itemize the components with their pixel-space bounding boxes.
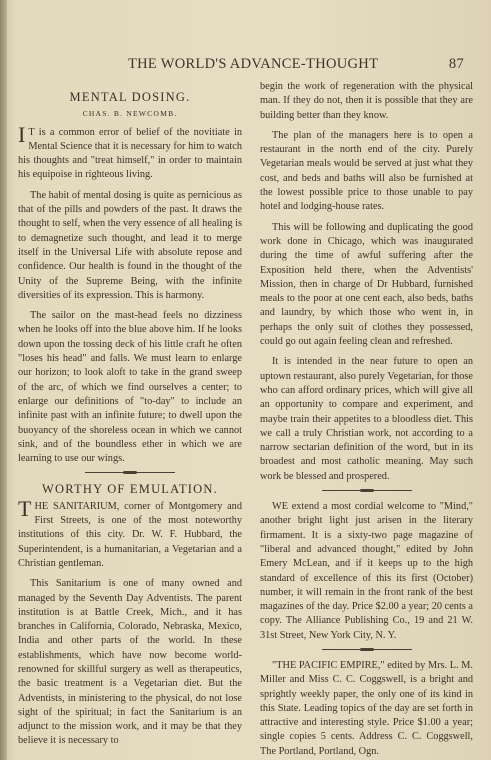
section-divider xyxy=(85,472,175,473)
article2-paragraph-3: The plan of the managers here is to open a restaurant in the north end of the city. Purely Vegetarian meals would be served at just what they cost, and beds and baths will also be furnished at the lowest possible price to those unable to pay hotel and lodging-house rates. xyxy=(260,129,473,213)
article1-paragraph-2: The habit of mental dosing is quite as pernicious as that of the pills and powders of the past. It draws the thought to self, when the very essence of all healing is to demagnetize such thought, and lead it to merge itself in the Universal Life with absolute repose and confidence. Our health is found in the thought of the Unity of the Supreme Being, with the infinite diversities of its expression. This is harmony. xyxy=(18,189,242,301)
drop-cap: I xyxy=(18,121,26,147)
drop-cap: T xyxy=(18,495,32,521)
section-divider xyxy=(322,649,412,650)
article-byline: CHAS. B. NEWCOMB. xyxy=(82,109,178,119)
article1-paragraph-3: The sailor on the mast-head feels no dizziness when he looks off into the blue above him. If he looks down upon the tossing deck of his little craft he often "loses his head" and falls. We must learn to enlarge our horizon; to look aloft to take in the grand sweep of the arc, of which we find ourselves a center; to enlarge our definitions of "to-day" to include an infinite past with an infinite future; to dwell upon the buoyancy of the shoreless ocean in which we cannot sink, and of the boundless ether in which we are learning to use our wings. xyxy=(18,310,242,465)
article2-paragraph-2-continued: begin the work of regeneration with the physical man. If they do not, then it is possible that they are building better than they know. xyxy=(260,81,473,121)
page-number: 87 xyxy=(448,56,464,72)
article2-paragraph-4: This will be following and duplicating the good work done in Chicago, which was inaugurated during the time of awful suffering after the Exposition held there, when the Adventists' Mission, then in charge of Dr Hubbard, furnished meals to the poor at one cent each, also beds, baths and laundry, by which those who went in, in perhaps the only suit of clothes they possessed, could go out again feeling clean and refreshed. xyxy=(260,221,473,348)
article2-paragraph-5: It is intended in the near future to open an uptown restaurant, also purely Vegetarian, for those who can afford ordinary prices, which will give all an opportunity to compare and experiment, and maybe train their appetites to a bloodless diet. This we call a truly Christian work, not according to a narrow sectarian definition of the word, but in its broadest and most catholic meaning. May such work be blessed and prospered. xyxy=(260,356,473,482)
article2-paragraph-2: This Sanitarium is one of many owned and managed by the Seventh Day Adventists. The parent institution is at Battle Creek, Mich., and it has branches in California, Colorado, Nebraska, Mexico, India and other parts of the world. In these establishments, which have now become world-renowned for skillful surgery as well as therapeutics, the basic treatment is a Vegetarian diet. But the Adventists, in ministering to the physical, do not lose sight of the spiritual; in fact the Sanitarium is an adjunct to the mission work, and it may be that they believe it is necessary to xyxy=(18,578,242,747)
magazine-title: THE WORLD'S ADVANCE-THOUGHT xyxy=(128,56,379,72)
notice-mind-magazine: WE extend a most cordial welcome to "Mind," another bright light just arisen in the literary firmament. It is a sixty-two page magazine of "liberal and advanced thought," edited by John Emery McLean, and if it keeps up to the high standard of excellence of this its first (October) number, it will remain in the front rank of the best magazines of the day. Price $2.00 a year; 20 cents a copy. The Alliance Publishing Co., 19 and 21 W. 31st Street, New York City, N. Y. xyxy=(260,501,473,641)
page-binding-edge xyxy=(0,0,7,760)
section-divider xyxy=(322,490,412,491)
article2-paragraph-1: THE SANITARIUM, corner of Montgomery and First Streets, is one of the most noteworthy institutions of this city. Dr. W. F. Hubbard, the Superintendent, is a humanitarian, a Vegetarian and a Christian gentleman. xyxy=(18,495,242,569)
left-column xyxy=(18,80,242,755)
right-column xyxy=(260,80,473,760)
article-title-worthy-of-emulation: WORTHY OF EMULATION. xyxy=(42,482,218,497)
article1-paragraph-1: I T is a common error of belief of the novitiate in Mental Science that it is necessary for him to watch his thoughts and "treat himself," in order to maintain his equipoise in righteous living. xyxy=(18,121,242,181)
sanitarium-smallcaps: HE SANITARIUM xyxy=(34,500,117,512)
notice-pacific-empire: "THE PACIFIC EMPIRE," edited by Mrs. L. M. Miller and Miss C. C. Coggswell, is a bright and sprightly weekly paper, the only one of its kind in this State. Leading topics of the day are set forth in attractive and interesting style. Price $1.00 a year; single copies 5 cents. Address C. C. Coggswell, The Portland, Portland, Ogn. xyxy=(260,659,473,757)
article-title-mental-dosing: MENTAL DOSING. xyxy=(69,90,191,104)
